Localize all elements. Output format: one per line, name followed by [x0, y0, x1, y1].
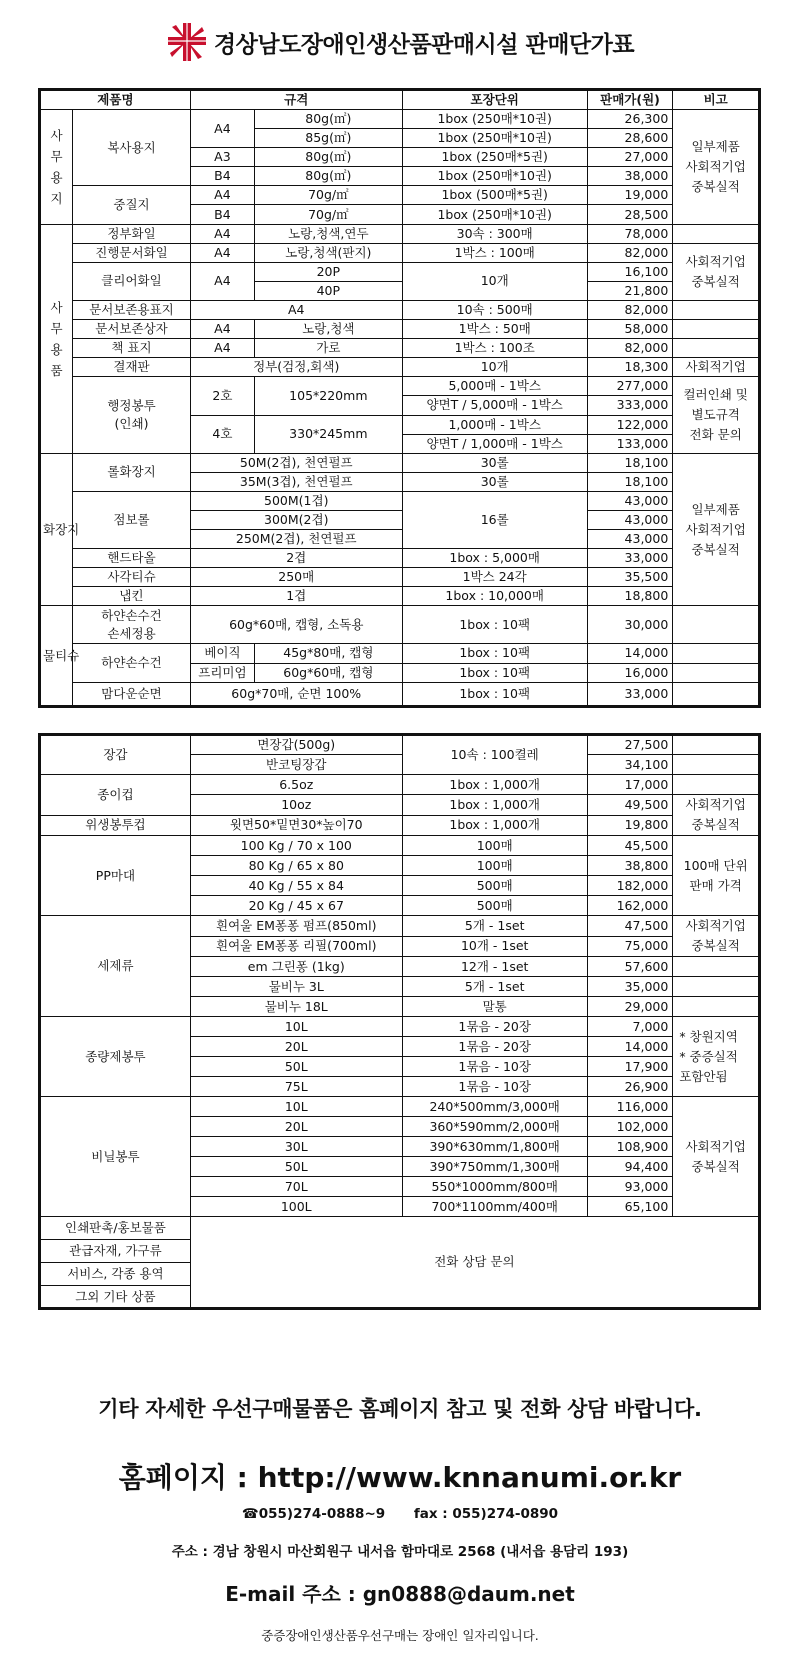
spec-cell: 흰여울 EM퐁퐁 리필(700ml): [190, 936, 402, 957]
price-cell: 33,000: [587, 682, 673, 706]
product-name: 하얀손수건 손세정용: [73, 606, 191, 644]
spec-cell: 흰여울 EM퐁퐁 펌프(850ml): [190, 916, 402, 937]
phone-consult-cell: 전화 상담 문의: [190, 1217, 759, 1309]
category-tissue: 화장지: [40, 453, 73, 606]
price-cell: 14,000: [587, 1037, 673, 1057]
note-cell-empty: [673, 682, 760, 706]
note-cell-empty: [673, 755, 760, 775]
note-cell-empty: [673, 775, 760, 795]
pack-cell: 5개 - 1set: [402, 977, 587, 997]
price-cell: 27,500: [587, 735, 673, 755]
header-price: 판매가(원): [587, 90, 673, 110]
pack-cell: 240*500mm/3,000매: [402, 1097, 587, 1117]
pack-cell: 1box : 1,000개: [402, 815, 587, 836]
price-cell: 182,000: [587, 876, 673, 896]
size-cell: A4: [190, 224, 254, 243]
spec-cell: 2겹: [190, 549, 402, 568]
contact-line: [0, 1506, 800, 1522]
spec-cell: 85g(㎡): [255, 129, 403, 148]
pack-cell: 1묶음 - 20장: [402, 1017, 587, 1037]
spec-cell: 330*245mm: [255, 415, 403, 453]
header-spec: 규격: [190, 90, 402, 110]
note-cell: 일부제품 사회적기업 중복실적: [673, 110, 760, 225]
address-text: 주소 : 경남 창원시 마산회원구 내서읍 함마대로 2568 (내서읍 용담리 193): [171, 1544, 629, 1560]
spec-cell: 60g*60매, 캡형: [255, 663, 403, 682]
extra-category: 서비스, 각종 용역: [40, 1263, 191, 1286]
size-cell: 프리미엄: [190, 663, 254, 682]
price-cell: 333,000: [587, 396, 673, 415]
pack-cell: 390*750mm/1,300매: [402, 1157, 587, 1177]
price-cell: 102,000: [587, 1117, 673, 1137]
spec-cell: 105*220mm: [255, 377, 403, 415]
pack-cell: 1묶음 - 10장: [402, 1077, 587, 1097]
product-name: PP마대: [40, 836, 191, 916]
pack-cell: 1box (250매*10권): [402, 167, 587, 186]
price-cell: 33,000: [587, 549, 673, 568]
price-cell: 38,000: [587, 167, 673, 186]
price-cell: 133,000: [587, 434, 673, 453]
note-cell: 사회적기업: [673, 358, 760, 377]
price-cell: 17,000: [587, 775, 673, 795]
price-cell: 93,000: [587, 1177, 673, 1197]
table-row: [40, 1017, 760, 1037]
note-cell-empty: [673, 300, 760, 319]
price-cell: 26,900: [587, 1077, 673, 1097]
spec-cell: 10L: [190, 1097, 402, 1117]
spec-cell: 가로: [255, 339, 403, 358]
product-name: 비닐봉투: [40, 1097, 191, 1217]
product-name: 위생봉투컵: [40, 815, 191, 836]
price-cell: 47,500: [587, 916, 673, 937]
product-name: 진행문서화일: [73, 243, 191, 262]
size-cell: A4: [190, 243, 254, 262]
price-cell: 16,000: [587, 663, 673, 682]
product-name: 문서보존상자: [73, 320, 191, 339]
price-cell: 116,000: [587, 1097, 673, 1117]
table-row: [40, 320, 760, 339]
price-cell: 34,100: [587, 755, 673, 775]
pack-cell: 700*1100mm/400매: [402, 1197, 587, 1217]
table-row: [40, 549, 760, 568]
note-cell-empty: [673, 339, 760, 358]
header-product: 제품명: [40, 90, 191, 110]
spec-cell: 20P: [255, 262, 403, 281]
price-cell: 277,000: [587, 377, 673, 396]
spec-cell: 70L: [190, 1177, 402, 1197]
note-cell: * 창원지역 * 중증실적 포함안됨: [673, 1017, 760, 1097]
pack-cell: 100매: [402, 856, 587, 876]
spec-cell: 1겹: [190, 587, 402, 606]
pack-cell: 양면T / 1,000매 - 1박스: [402, 434, 587, 453]
table-row: [40, 358, 760, 377]
table-row: [40, 1217, 760, 1240]
spec-cell: 250매: [190, 568, 402, 587]
price-cell: 16,100: [587, 262, 673, 281]
note-cell: 컬러인쇄 및 별도규격 전화 문의: [673, 377, 760, 453]
spec-cell: 반코팅장갑: [190, 755, 402, 775]
price-cell: 21,800: [587, 281, 673, 300]
spec-cell: 80g(㎡): [255, 148, 403, 167]
spec-cell: 75L: [190, 1077, 402, 1097]
page-title: 경상남도장애인생산품판매시설 판매단가표: [213, 31, 635, 58]
spec-cell: 물비누 3L: [190, 977, 402, 997]
product-name: 점보롤: [73, 491, 191, 548]
spec-cell: 300M(2겹): [190, 510, 402, 529]
price-cell: 18,100: [587, 453, 673, 472]
table-row: [40, 1097, 760, 1117]
pack-cell: 1box : 10팩: [402, 606, 587, 644]
extra-category: 인쇄판촉/홍보물품: [40, 1217, 191, 1240]
pack-cell: 100매: [402, 836, 587, 856]
pack-cell: 550*1000mm/800매: [402, 1177, 587, 1197]
pack-cell: 1box : 1,000개: [402, 795, 587, 816]
table-row: [40, 339, 760, 358]
product-name: 종량제봉투: [40, 1017, 191, 1097]
price-table-main: [38, 88, 761, 708]
price-cell: 58,000: [587, 320, 673, 339]
note-cell-empty: [673, 977, 760, 997]
product-name: 롤화장지: [73, 453, 191, 491]
page-header: [0, 14, 800, 70]
price-cell: 38,800: [587, 856, 673, 876]
pack-cell: 1box (500매*5권): [402, 186, 587, 205]
price-cell: 82,000: [587, 300, 673, 319]
table-row: [40, 916, 760, 937]
pack-cell: 1box : 10,000매: [402, 587, 587, 606]
size-cell: A4: [190, 110, 254, 148]
spec-cell: 50L: [190, 1057, 402, 1077]
product-name: 장갑: [40, 735, 191, 775]
price-cell: 49,500: [587, 795, 673, 816]
product-name: 세제류: [40, 916, 191, 1017]
slogan-text: 중증장애인생산품우선구매는 장애인 일자리입니다.: [261, 1628, 539, 1643]
pack-cell: 1박스 24각: [402, 568, 587, 587]
spec-cell: A4: [190, 300, 402, 319]
pack-cell: 10개: [402, 358, 587, 377]
table-row: [40, 568, 760, 587]
pack-cell: 1box : 1,000개: [402, 775, 587, 795]
table-row: [40, 453, 760, 472]
spec-cell: 70g/㎡: [255, 186, 403, 205]
spec-cell: 60g*70매, 순면 100%: [190, 682, 402, 706]
pack-cell: 1box : 10팩: [402, 644, 587, 663]
pack-cell: 1박스 : 50매: [402, 320, 587, 339]
table-row: [40, 815, 760, 836]
note-cell: 일부제품 사회적기업 중복실적: [673, 453, 760, 606]
category-office-paper: 사 무 용 지: [40, 110, 73, 225]
pack-cell: 16롤: [402, 491, 587, 548]
size-cell: A4: [190, 339, 254, 358]
pack-cell: 30롤: [402, 453, 587, 472]
product-name: 사각티슈: [73, 568, 191, 587]
spec-cell: 500M(1겹): [190, 491, 402, 510]
price-cell: 65,100: [587, 1197, 673, 1217]
email-address[interactable]: E-mail 주소 : gn0888@daum.net: [225, 1582, 575, 1606]
spec-cell: 면장갑(500g): [190, 735, 402, 755]
product-name: 책 표지: [73, 339, 191, 358]
pack-cell: 말통: [402, 997, 587, 1017]
price-cell: 18,100: [587, 472, 673, 491]
spec-cell: 40P: [255, 281, 403, 300]
price-cell: 43,000: [587, 510, 673, 529]
size-cell: A4: [190, 320, 254, 339]
note-cell-empty: [673, 606, 760, 644]
price-cell: 18,800: [587, 587, 673, 606]
spec-cell: 노랑,청색,연두: [255, 224, 403, 243]
pack-cell: 1박스 : 100조: [402, 339, 587, 358]
pack-cell: 30속 : 300매: [402, 224, 587, 243]
phone-number: ☎055)274-0888~9: [241, 1506, 386, 1522]
price-cell: 43,000: [587, 491, 673, 510]
price-cell: 18,300: [587, 358, 673, 377]
size-cell: 2호: [190, 377, 254, 415]
homepage-link[interactable]: 홈페이지 : http://www.knnanumi.or.kr: [118, 1461, 682, 1494]
spec-cell: 물비누 18L: [190, 997, 402, 1017]
spec-cell: 40 Kg / 55 x 84: [190, 876, 402, 896]
product-name: 중질지: [73, 186, 191, 224]
spec-cell: 20L: [190, 1117, 402, 1137]
spec-cell: 45g*80매, 캡형: [255, 644, 403, 663]
note-cell: 사회적기업 중복실적: [673, 1097, 760, 1217]
price-cell: 75,000: [587, 936, 673, 957]
product-name: 정부화일: [73, 224, 191, 243]
size-cell: B4: [190, 167, 254, 186]
price-cell: 17,900: [587, 1057, 673, 1077]
note-cell: 100매 단위 판매 가격: [673, 836, 760, 916]
table-row: [40, 775, 760, 795]
table-row: [40, 644, 760, 663]
size-cell: A3: [190, 148, 254, 167]
note-cell-empty: [673, 224, 760, 243]
price-cell: 28,500: [587, 205, 673, 224]
size-cell: A4: [190, 262, 254, 300]
spec-cell: 60g*60매, 캡형, 소독용: [190, 606, 402, 644]
table-row: [40, 735, 760, 755]
product-name: 클리어화일: [73, 262, 191, 300]
pack-cell: 1,000매 - 1박스: [402, 415, 587, 434]
spec-cell: 정부(검정,회색): [190, 358, 402, 377]
category-wet-tissue: 물티슈: [40, 606, 73, 706]
caritas-cross-logo-icon: [166, 21, 208, 63]
product-name: 종이컵: [40, 775, 191, 816]
spec-cell: 100L: [190, 1197, 402, 1217]
size-cell: A4: [190, 186, 254, 205]
note-cell-empty: [673, 735, 760, 755]
pack-cell: 10속 : 500매: [402, 300, 587, 319]
note-cell: 사회적기업 중복실적: [673, 795, 760, 836]
product-name: 맘다운순면: [73, 682, 191, 706]
pack-cell: 360*590mm/2,000매: [402, 1117, 587, 1137]
spec-cell: 20 Kg / 45 x 67: [190, 896, 402, 916]
price-cell: 26,300: [587, 110, 673, 129]
pack-cell: 1box (250매*10권): [402, 205, 587, 224]
pack-cell: 1박스 : 100매: [402, 243, 587, 262]
price-cell: 7,000: [587, 1017, 673, 1037]
price-cell: 57,600: [587, 957, 673, 977]
product-name: 문서보존용표지: [73, 300, 191, 319]
pack-cell: 1box (250매*5권): [402, 148, 587, 167]
spec-cell: 50M(2겹), 천연펄프: [190, 453, 402, 472]
size-cell: 베이직: [190, 644, 254, 663]
notice-text: 기타 자세한 우선구매물품은 홈페이지 참고 및 전화 상담 바랍니다.: [98, 1397, 702, 1421]
note-cell-empty: [673, 320, 760, 339]
pack-cell: 5,000매 - 1박스: [402, 377, 587, 396]
price-cell: 94,400: [587, 1157, 673, 1177]
spec-cell: 윗면50*밑면30*높이70: [190, 815, 402, 836]
pack-cell: 5개 - 1set: [402, 916, 587, 937]
table-row: [40, 836, 760, 856]
spec-cell: 35M(3겹), 천연펄프: [190, 472, 402, 491]
pack-cell: 1box (250매*10권): [402, 129, 587, 148]
spec-cell: 80g(㎡): [255, 110, 403, 129]
pack-cell: 10속 : 100켤레: [402, 735, 587, 775]
spec-cell: 70g/㎡: [255, 205, 403, 224]
price-cell: 82,000: [587, 339, 673, 358]
extra-category: 그외 기타 상품: [40, 1286, 191, 1309]
product-name: 하얀손수건: [73, 644, 191, 682]
pack-cell: 10개: [402, 262, 587, 300]
price-cell: 14,000: [587, 644, 673, 663]
price-cell: 78,000: [587, 224, 673, 243]
product-name: 냅킨: [73, 587, 191, 606]
table-row: [40, 110, 760, 129]
spec-cell: 20L: [190, 1037, 402, 1057]
pack-cell: 390*630mm/1,800매: [402, 1137, 587, 1157]
spec-cell: 10oz: [190, 795, 402, 816]
pack-cell: 500매: [402, 896, 587, 916]
pack-cell: 양면T / 5,000매 - 1박스: [402, 396, 587, 415]
price-cell: 35,500: [587, 568, 673, 587]
spec-cell: em 그린퐁 (1kg): [190, 957, 402, 977]
category-office-goods: 사 무 용 품: [40, 224, 73, 453]
table-row: [40, 682, 760, 706]
pack-cell: 30롤: [402, 472, 587, 491]
price-cell: 43,000: [587, 530, 673, 549]
spec-cell: 노랑,청색: [255, 320, 403, 339]
note-cell: 사회적기업 중복실적: [673, 916, 760, 957]
note-cell-empty: [673, 957, 760, 977]
header-pack: 포장단위: [402, 90, 587, 110]
spec-cell: 30L: [190, 1137, 402, 1157]
pack-cell: 12개 - 1set: [402, 957, 587, 977]
size-cell: B4: [190, 205, 254, 224]
table-row: [40, 491, 760, 510]
pack-cell: 1묶음 - 20장: [402, 1037, 587, 1057]
table-row: [40, 587, 760, 606]
note-cell-empty: [673, 644, 760, 663]
price-cell: 108,900: [587, 1137, 673, 1157]
product-name: 복사용지: [73, 110, 191, 186]
price-cell: 162,000: [587, 896, 673, 916]
price-cell: 122,000: [587, 415, 673, 434]
pack-cell: 1box (250매*10권): [402, 110, 587, 129]
price-table-secondary: [38, 733, 761, 1310]
table-row: [40, 300, 760, 319]
product-name: 행정봉투 (인쇄): [73, 377, 191, 453]
table-header-row: [40, 90, 760, 110]
spec-cell: 250M(2겹), 천연펄프: [190, 530, 402, 549]
pack-cell: 1box : 5,000매: [402, 549, 587, 568]
table-row: [40, 243, 760, 262]
note-cell-empty: [673, 663, 760, 682]
product-name: 핸드타올: [73, 549, 191, 568]
table-row: [40, 224, 760, 243]
table-row: [40, 377, 760, 396]
price-cell: 35,000: [587, 977, 673, 997]
spec-cell: 80 Kg / 65 x 80: [190, 856, 402, 876]
price-cell: 28,600: [587, 129, 673, 148]
table-row: [40, 606, 760, 644]
note-cell-empty: [673, 997, 760, 1017]
table-row: [40, 262, 760, 281]
spec-cell: 10L: [190, 1017, 402, 1037]
pack-cell: 10개 - 1set: [402, 936, 587, 957]
price-cell: 19,000: [587, 186, 673, 205]
price-cell: 27,000: [587, 148, 673, 167]
fax-number: fax : 055)274-0890: [413, 1506, 559, 1522]
spec-cell: 100 Kg / 70 x 100: [190, 836, 402, 856]
pack-cell: 1묶음 - 10장: [402, 1057, 587, 1077]
pack-cell: 500매: [402, 876, 587, 896]
price-cell: 82,000: [587, 243, 673, 262]
header-note: 비고: [673, 90, 760, 110]
pack-cell: 1box : 10팩: [402, 682, 587, 706]
pack-cell: 1box : 10팩: [402, 663, 587, 682]
spec-cell: 6.5oz: [190, 775, 402, 795]
product-name: 결재판: [73, 358, 191, 377]
price-cell: 29,000: [587, 997, 673, 1017]
size-cell: 4호: [190, 415, 254, 453]
price-cell: 19,800: [587, 815, 673, 836]
price-cell: 45,500: [587, 836, 673, 856]
table-row: [40, 186, 760, 205]
spec-cell: 80g(㎡): [255, 167, 403, 186]
spec-cell: 노랑,청색(판지): [255, 243, 403, 262]
price-cell: 30,000: [587, 606, 673, 644]
spec-cell: 50L: [190, 1157, 402, 1177]
extra-category: 관급자재, 가구류: [40, 1240, 191, 1263]
note-cell: 사회적기업 중복실적: [673, 243, 760, 300]
